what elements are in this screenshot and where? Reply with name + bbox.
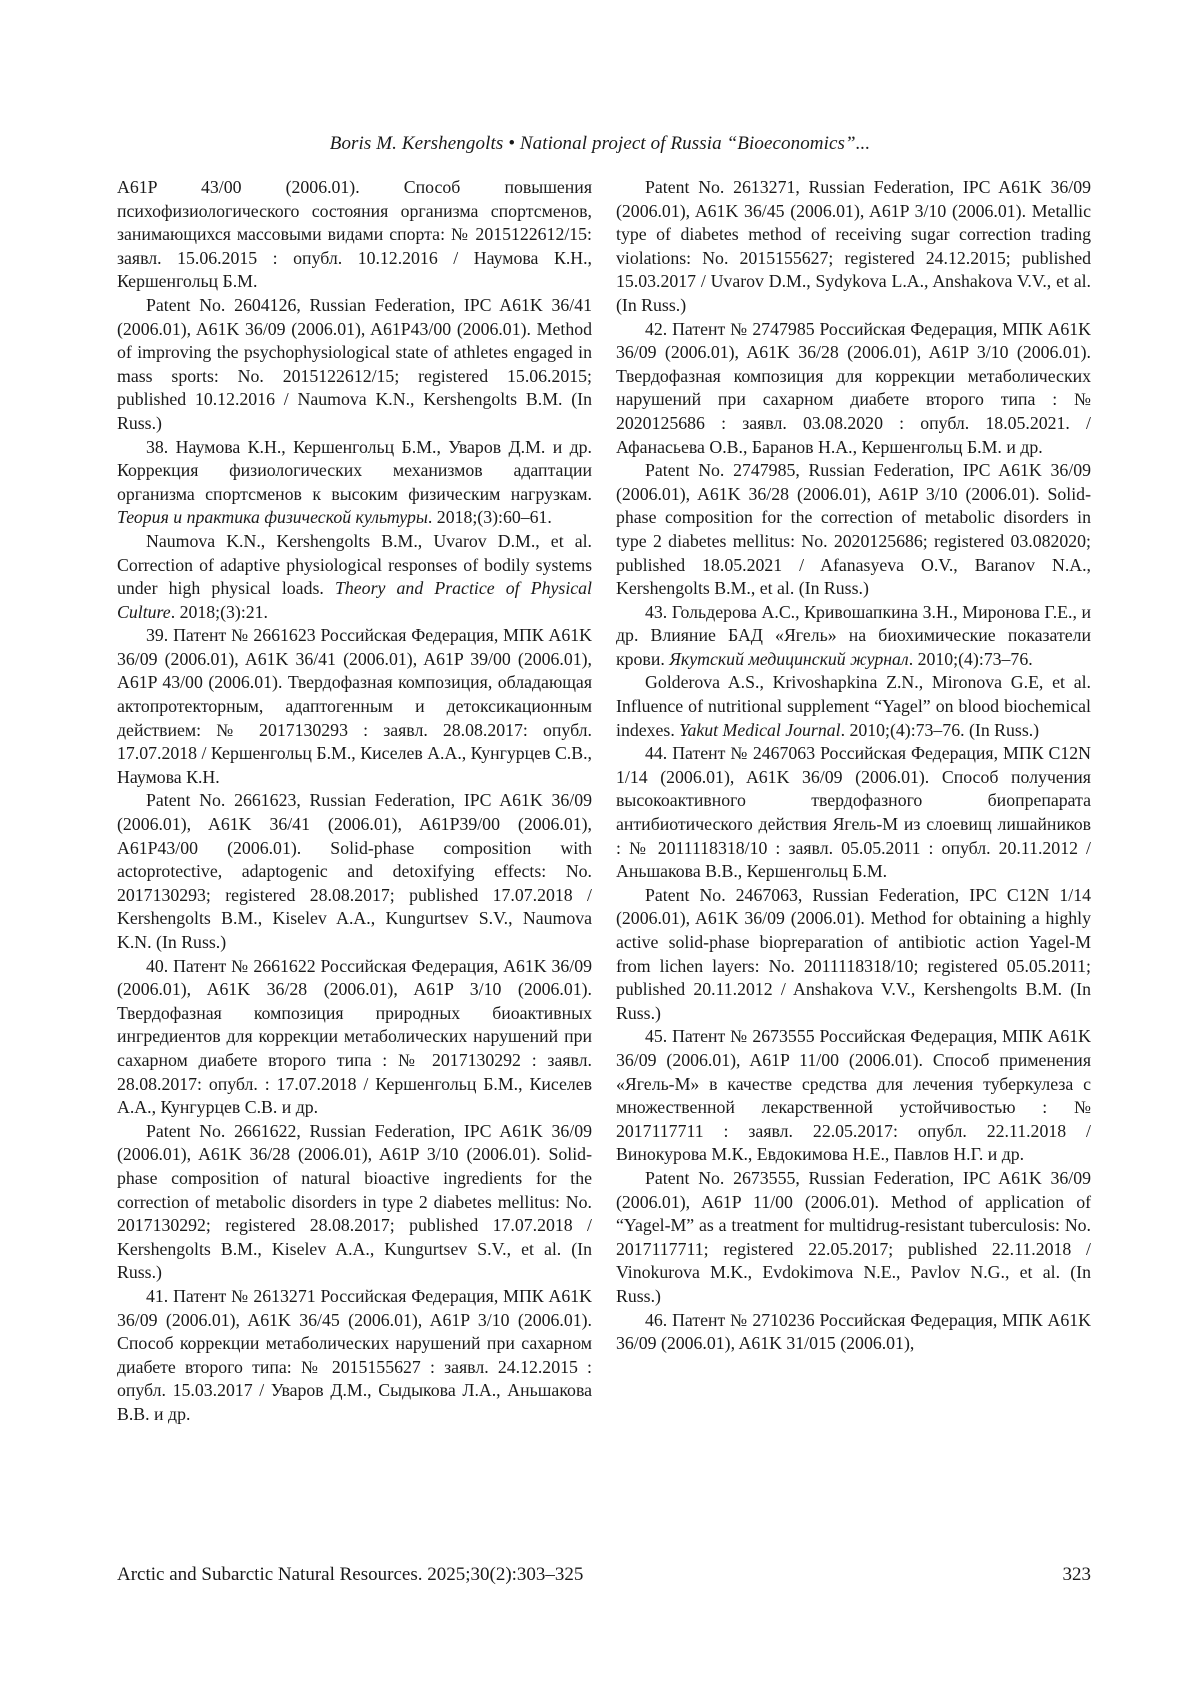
reference-text: Patent No. 2673555, Russian Federation, IPC A61K 36/09 (2006.01), A61P 11/00 (2006.01). Method of application of “Yagel-M” as a treatment for multidrug-resistant tuberculosis: No. 2017117711; registered 22.05.2017; published 22.11.2018 / Vinokurova M.K., Evdokimova N.E., Pavlov N.G., et al. (In Russ.) — [616, 1167, 1091, 1306]
reference-text: Golderova A.S., Krivoshapkina Z.N., Mironova G.E, et al. Influence of nutritional supplement “Yagel” on blood biochemical indexes. — [616, 672, 1091, 740]
reference-p-40-en — [117, 1120, 592, 1285]
reference-p-45-ru — [616, 1025, 1091, 1167]
reference-p-39-ru — [117, 624, 592, 789]
reference-text: Patent No. 2467063, Russian Federation, IPC C12N 1/14 (2006.01), A61K 36/09 (2006.01). Method for obtaining a highly active solid-phase biopreparation of antibiotic action Yagel-M from lichen layers: No. 2011118318/10; registered 05.05.2011; published 20.11.2012 / Anshakova V.V., Kershengolts B.M. (In Russ.) — [616, 884, 1091, 1023]
reference-text: 42. Патент № 2747985 Российская Федерация, МПК A61K 36/09 (2006.01), A61K 36/28 (2006.01), A61P 3/10 (2006.01). Твердофазная композиция для коррекции метаболических нарушений при сахарном диабете второго типа : № 2020125686 : заявл. 03.08.2020 : опубл. 18.05.2021. / Афанасьева О.В., Баранов Н.А., Кершенгольц Б.М. и др. — [616, 318, 1091, 457]
reference-p-38-ru — [117, 436, 592, 530]
reference-p-45-en — [616, 1167, 1091, 1309]
reference-text: 39. Патент № 2661623 Российская Федерация, МПК A61K 36/09 (2006.01), A61K 36/41 (2006.01), A61P 39/00 (2006.01), A61P 43/00 (2006.01). Твердофазная композиция, обладающая актопротекторным, адаптогенным и детоксикационным действием: № 2017130293 : заявл. 28.08.2017: опубл. 17.07.2018 / Кершенгольц Б.М., Киселев А.А., Кунгурцев С.В., Наумова К.Н. — [117, 625, 592, 787]
journal-title: Якутский медицинский журнал — [669, 648, 909, 669]
reference-p-39-en — [117, 789, 592, 954]
reference-p-40-ru — [117, 955, 592, 1120]
journal-citation: Arctic and Subarctic Natural Resources. 2025;30(2):303–325 — [117, 1564, 584, 1585]
reference-p-cont-ru — [117, 176, 592, 294]
reference-p-42-en — [616, 459, 1091, 601]
reference-text: Patent No. 2747985, Russian Federation, IPC A61K 36/09 (2006.01), A61K 36/28 (2006.01), A61P 3/10 (2006.01). Solid-phase composition for the correction of metabolic disorders in type 2 diabetes mellitus: No. 2020125686; registered 03.082020; published 18.05.2021 / Afanasyeva O.V., Baranov N.A., Kershengolts B.M., et al. (In Russ.) — [616, 460, 1091, 599]
reference-p-43-ru — [616, 601, 1091, 672]
journal-title: Theory and Practice of Physical Culture — [117, 578, 592, 622]
journal-title: Теория и практика физической культуры — [117, 507, 428, 528]
reference-text: 38. Наумова К.Н., Кершенгольц Б.М., Уваров Д.М. и др. Коррекция физиологических механизмов адаптации организма спортсменов к высоким физическим нагрузкам. — [117, 436, 592, 504]
page-number: 323 — [1062, 1564, 1091, 1585]
reference-text: Patent No. 2613271, Russian Federation, IPC A61K 36/09 (2006.01), A61K 36/45 (2006.01), A61P 3/10 (2006.01). Metallic type of diabetes method of receiving sugar correction trading violations: No. 2015155627; registered 24.12.2015; published 15.03.2017 / Uvarov D.M., Sydykova L.A., Anshakova V.V., et al. (In Russ.) — [616, 177, 1091, 315]
reference-p-44-en — [616, 884, 1091, 1026]
reference-text: 44. Патент № 2467063 Российская Федерация, МПК C12N 1/14 (2006.01), A61K 36/09 (2006.01). Способ получения высокоактивного твердофазного биопрепарата антибиотического действия Ягель-М из слоевищ лишайников : № 2011118318/10 : заявл. 05.05.2011 : опубл. 20.11.2012 / Аньшакова В.В., Кершенгольц Б.М. — [616, 743, 1091, 882]
reference-p-41-en — [616, 176, 1091, 318]
reference-text: . 2018;(3):21. — [170, 601, 268, 622]
journal-title: Yakut Medical Journal — [679, 719, 841, 740]
reference-text: Patent No. 2661623, Russian Federation, IPC A61K 36/09 (2006.01), A61K 36/41 (2006.01), A61P39/00 (2006.01), A61P43/00 (2006.01). Solid-phase composition with actoprotective, adaptogenic and detoxifying effects: No. 2017130293; registered 28.08.2017; published 17.07.2018 / Kershengolts B.M., Kiselev A.A., Kungurtsev S.V., Naumova K.N. (In Russ.) — [117, 790, 592, 952]
page-footer — [117, 1564, 1091, 1586]
reference-p-46-ru — [616, 1309, 1091, 1356]
reference-text: 41. Патент № 2613271 Российская Федерация, МПК A61K 36/09 (2006.01), A61K 36/45 (2006.01), A61P 3/10 (2006.01). Способ коррекции метаболических нарушений при сахарном диабете второго типа: № 2015155627 : заявл. 24.12.2015 : опубл. 15.03.2017 / Уваров Д.М., Сыдыкова Л.А., Аньшакова В.В. и др. — [117, 1285, 592, 1424]
reference-text: Patent No. 2604126, Russian Federation, IPC A61K 36/41 (2006.01), A61K 36/09 (2006.01), A61P43/00 (2006.01). Method of improving the psychophysiological state of athletes engaged in mass sports: No. 2015122612/15; registered 15.06.2015; published 10.12.2016 / Naumova K.N., Kershengolts B.M. (In Russ.) — [117, 294, 592, 433]
reference-text: A61P 43/00 (2006.01). Способ повышения психофизиологического состояния организма спортсменов, занимающихся массовыми видами спорта: № 2015122612/15: заявл. 15.06.2015 : опубл. 10.12.2016 / Наумова К.Н., Кершенгольц Б.М. — [117, 177, 592, 292]
reference-text: 46. Патент № 2710236 Российская Федерация, МПК A61K 36/09 (2006.01), A61K 31/015 (2006.01), — [616, 1309, 1091, 1354]
reference-text: 40. Патент № 2661622 Российская Федерация, A61K 36/09 (2006.01), A61K 36/28 (2006.01), A61P 3/10 (2006.01). Твердофазная композиция природных биоактивных ингредиентов для коррекции метаболических нарушений при сахарном диабете второго типа : № 2017130292 : заявл. 28.08.2017: опубл. : 17.07.2018 / Кершенгольц Б.М., Киселев А.А., Кунгурцев С.В. и др. — [117, 955, 592, 1118]
reference-text: . 2010;(4):73–76. — [908, 648, 1033, 669]
reference-p-43-en — [616, 671, 1091, 742]
running-head: Boris M. Kershengolts • National project of Russia “Bioeconomics”... — [329, 133, 871, 154]
reference-text: . 2018;(3):60–61. — [427, 507, 552, 528]
reference-text: Naumova K.N., Kershengolts B.M., Uvarov D.M., et al. Correction of adaptive physiological responses of bodily systems under high physical loads. — [117, 530, 592, 599]
reference-p-38-en — [117, 530, 592, 624]
reference-p-41-ru — [117, 1285, 592, 1427]
reference-p-42-ru — [616, 318, 1091, 460]
reference-p-44-ru — [616, 742, 1091, 884]
reference-text: 45. Патент № 2673555 Российская Федерация, МПК A61K 36/09 (2006.01), A61P 11/00 (2006.01). Способ применения «Ягель-М» в качестве средства для лечения туберкулеза с множественной лекарственной устойчивостью : № 2017117711 : заявл. 22.05.2017: опубл. 22.11.2018 / Винокурова М.К., Евдокимова Н.Е., Павлов Н.Г. и др. — [616, 1026, 1091, 1165]
reference-p-2604126-en — [117, 294, 592, 436]
reference-column-right — [616, 176, 1091, 1356]
reference-text: 43. Гольдерова А.С., Кривошапкина З.Н., Миронова Г.Е., и др. Влияние БАД «Ягель» на биохимические показатели крови. — [616, 601, 1091, 669]
reference-text: . 2010;(4):73–76. (In Russ.) — [840, 719, 1040, 740]
reference-text: Patent No. 2661622, Russian Federation, IPC A61K 36/09 (2006.01), A61K 36/28 (2006.01), A61P 3/10 (2006.01). Solid-phase composition of natural bioactive ingredients for the correction of metabolic disorders in type 2 diabetes mellitus: No. 2017130292; registered 28.08.2017; published 17.07.2018 / Kershengolts B.M., Kiselev A.A., Kungurtsev S.V., et al. (In Russ.) — [117, 1120, 592, 1283]
reference-column-left — [117, 176, 592, 1426]
